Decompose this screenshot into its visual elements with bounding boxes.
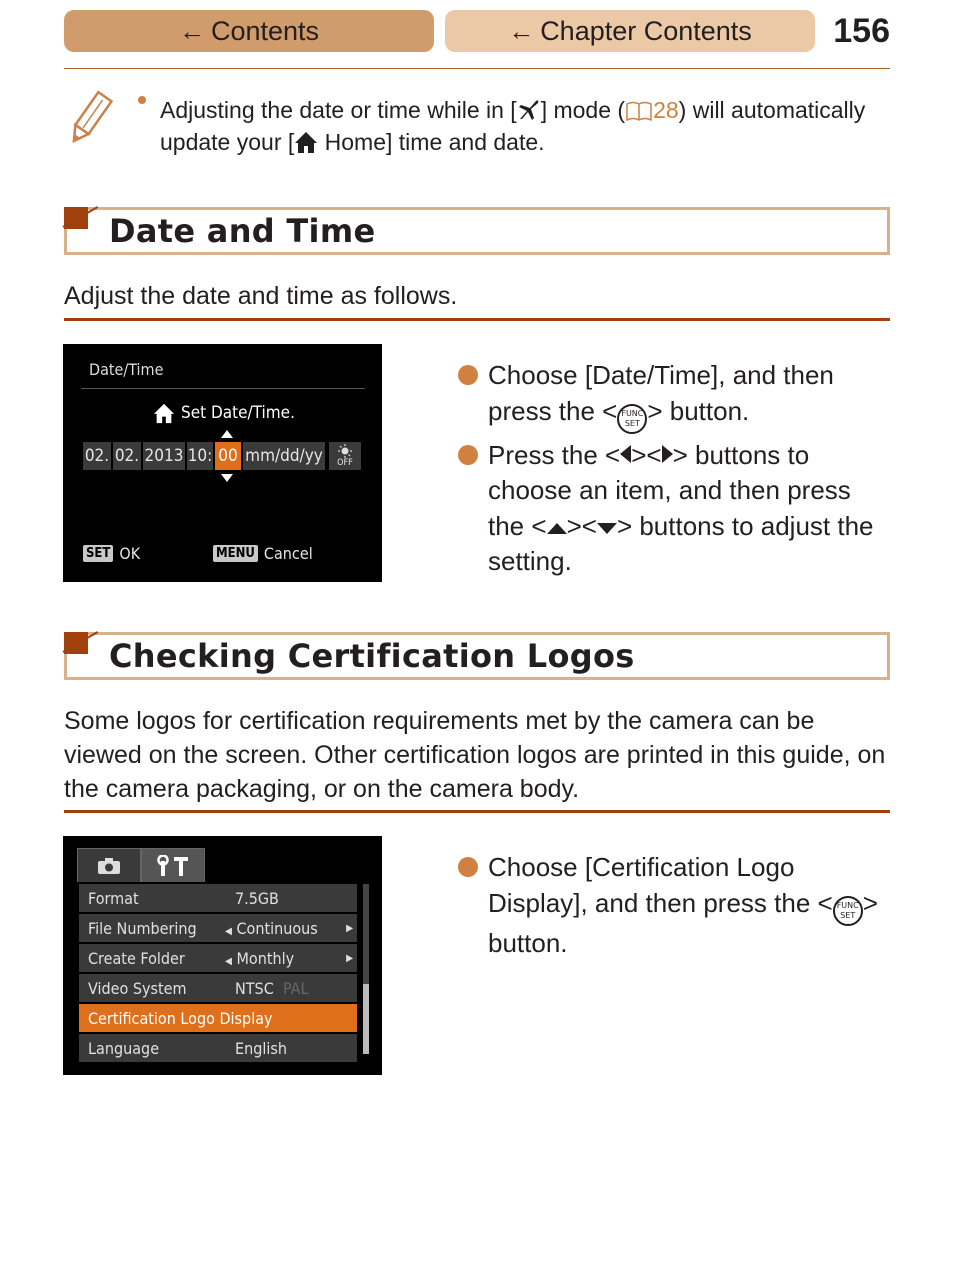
func-set-button-icon: FUNC SET [833,896,863,926]
screen-title: Date/Time [89,360,164,379]
step-bullet [458,365,478,385]
minute-field[interactable]: 00 [215,442,241,470]
tab-setup[interactable] [141,848,205,882]
section-heading-certification [64,632,890,680]
screen-divider [81,388,365,389]
year-field[interactable]: 2013 [143,442,185,470]
page-reference-link[interactable]: 28 [653,97,679,123]
certification-steps [456,850,890,965]
menu-button-badge: MENU [213,545,258,562]
tab-shooting[interactable] [77,848,141,882]
step-item: Choose [Certification Logo Display], and then press the < FUNC SET > button. [456,850,890,961]
sun-icon [337,444,353,458]
book-icon [625,100,653,122]
setup-tools-icon [156,855,190,877]
section-intro: Some logos for certification requirements met by the camera can be viewed on the screen. Other certification logos are printed in this guide, on the camera packaging, or on the camera body. [64,707,886,803]
down-arrow-icon [597,523,617,534]
menu-row-certification-logo-display[interactable]: Certification Logo Display [79,1004,357,1032]
home-icon [153,402,175,424]
settings-menu-screen [63,836,382,1075]
section-heading-date-time [64,207,890,255]
chapter-contents-tab[interactable] [445,10,815,52]
contents-tab-label: Contents [210,15,320,46]
set-button-badge: SET [83,545,113,562]
left-arrow-icon: ◀ [225,955,232,967]
pencil-icon [66,90,114,146]
section-divider [64,318,890,321]
section-intro: Adjust the date and time as follows. [64,282,458,310]
menu-row-video-system[interactable]: Video System NTSC PAL [79,974,357,1002]
page-number: 156 [833,12,890,50]
step-bullet [458,857,478,877]
section-divider [64,810,890,813]
menu-tab-bar [77,848,205,882]
home-icon [294,130,318,154]
menu-scrollbar[interactable] [363,884,369,1054]
back-arrow-icon: ← [508,15,535,46]
up-arrow-icon [221,430,233,438]
camera-icon [97,857,121,875]
date-time-screen [63,344,382,582]
hour-field[interactable]: 10: [187,442,213,470]
up-arrow-icon [547,523,567,534]
cancel-hint: MENU Cancel [213,544,313,563]
left-arrow-icon: ◀ [225,925,232,937]
scrollbar-thumb[interactable] [363,984,369,1054]
down-arrow-icon [221,474,233,482]
func-set-button-icon: FUNC SET [617,404,647,434]
dst-field[interactable]: OFF [329,442,361,470]
date-time-steps [456,358,890,584]
airplane-icon [517,98,541,122]
right-arrow-icon: ▶ [346,922,353,934]
chapter-contents-tab-label: Chapter Contents [540,15,752,46]
note-text: Adjusting the date or time while in [ ] mode ( 28) will automatically update your [ Home] time and date. [160,97,866,155]
right-arrow-icon [662,445,673,463]
menu-row-format[interactable]: Format 7.5GB [79,884,357,912]
back-arrow-icon: ← [178,15,205,46]
menu-row-file-numbering[interactable]: File Numbering ◀ Continuous ▶ [79,914,357,942]
set-date-time-label: Set Date/Time. [153,402,295,424]
date-format-field[interactable]: mm/dd/yy [243,442,325,470]
menu-row-language[interactable]: Language English [79,1034,357,1062]
section-title: Date and Time [109,212,376,250]
menu-row-create-folder[interactable]: Create Folder ◀ Monthly ▶ [79,944,357,972]
day-field[interactable]: 02. [113,442,141,470]
header-divider [64,68,890,69]
contents-tab[interactable] [64,10,434,52]
step-item: Press the < >< > buttons to choose an item, and then press the < >< > buttons to adjust the setting. [456,438,890,580]
month-field[interactable]: 02. [83,442,111,470]
ok-hint: SET OK [83,544,140,563]
step-bullet [458,445,478,465]
note-bullet [138,96,146,104]
step-item: Choose [Date/Time], and then press the < FUNC SET > button. [456,358,890,434]
right-arrow-icon: ▶ [346,952,353,964]
section-title: Checking Certification Logos [109,637,635,675]
left-arrow-icon [620,445,631,463]
